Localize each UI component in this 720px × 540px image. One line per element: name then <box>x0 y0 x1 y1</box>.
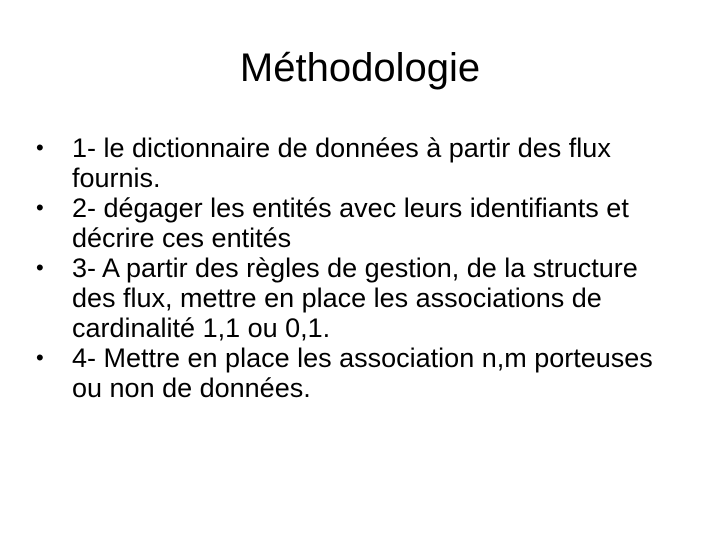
bullet-list <box>36 133 676 403</box>
list-item <box>36 343 676 403</box>
bullet-text: 2- dégager les entités avec leurs identifiants et décrire ces entités <box>72 193 629 253</box>
slide-title: Méthodologie <box>239 46 481 90</box>
bullet-dot-icon: • <box>36 255 44 280</box>
bullet-text: 4- Mettre en place les association n,m porteuses ou non de données. <box>72 343 653 403</box>
bullet-dot-icon: • <box>36 195 44 220</box>
bullet-dot-icon: • <box>36 345 44 370</box>
bullet-dot-icon: • <box>36 135 44 160</box>
list-item <box>36 253 676 343</box>
bullet-text: 3- A partir des règles de gestion, de la structure des flux, mettre en place les associations de cardinalité 1,1 ou 0,1. <box>72 253 638 343</box>
bullet-text: 1- le dictionnaire de données à partir des flux fournis. <box>72 133 611 193</box>
list-item <box>36 133 676 193</box>
list-item <box>36 193 676 253</box>
